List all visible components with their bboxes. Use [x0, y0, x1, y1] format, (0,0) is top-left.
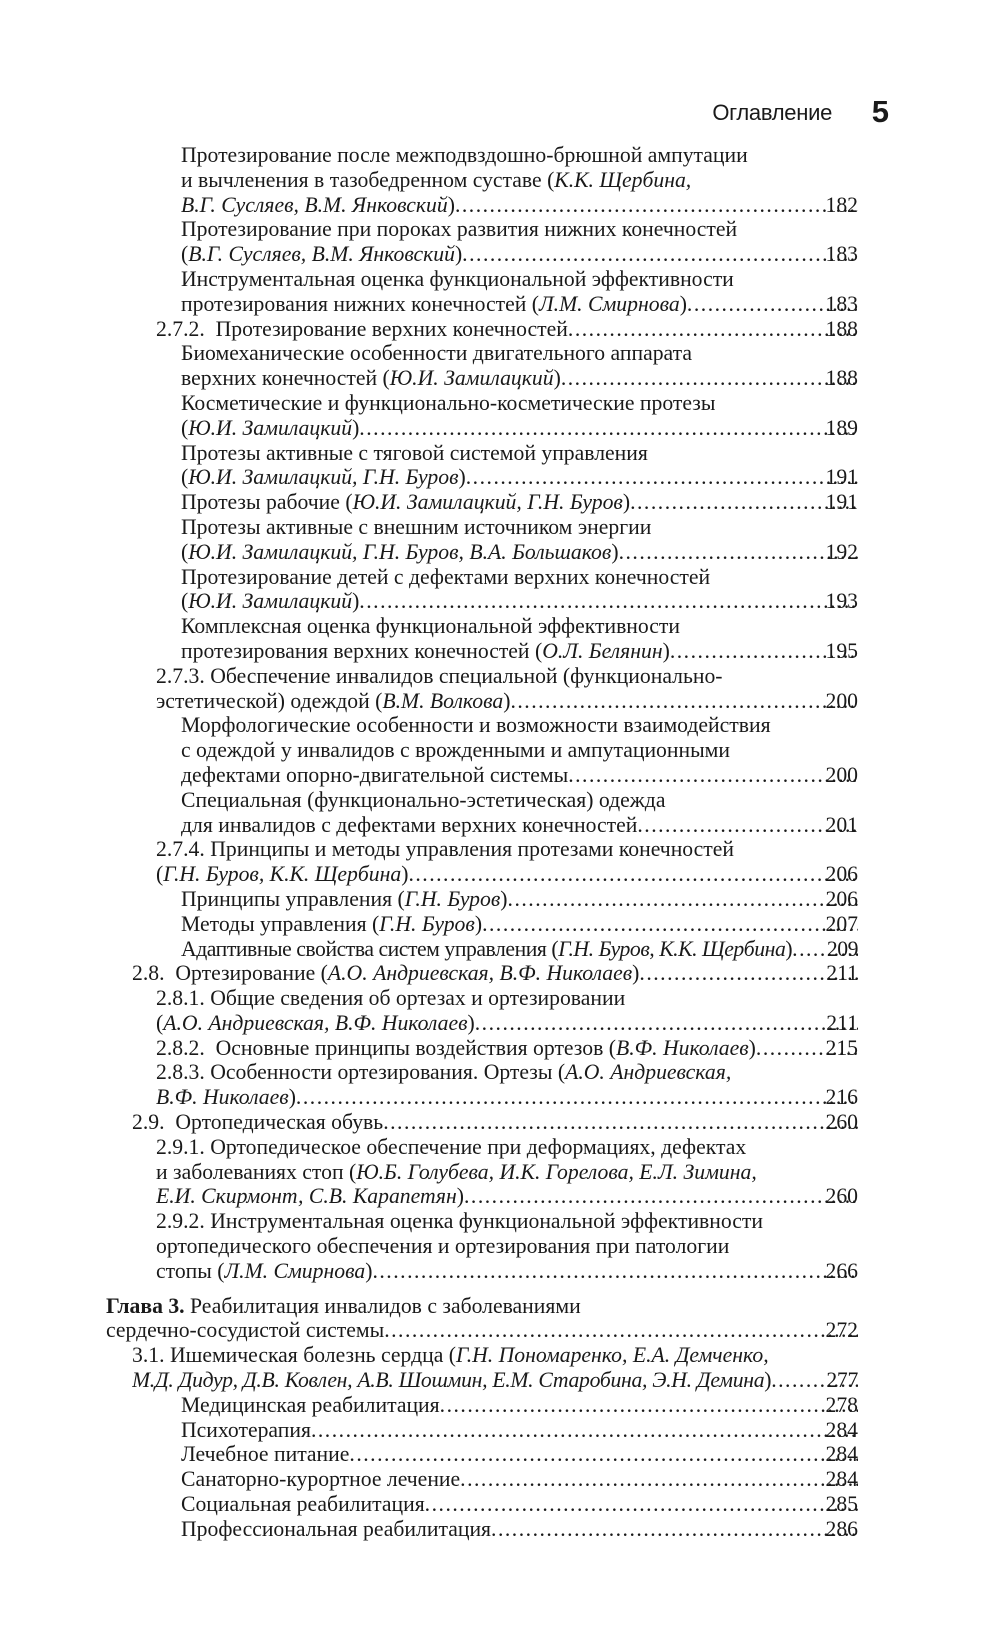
toc-entry: стопы (Л.М. Смирнова) ..... 266: [0, 1259, 1000, 1284]
toc-page: 183: [825, 242, 858, 267]
toc-entry: В.Ф. Николаев) ..... 216: [0, 1085, 1000, 1110]
table-of-contents: [0, 143, 1000, 1542]
toc-line: Биомеханические особенности двигательного аппарата: [181, 341, 692, 366]
toc-entry: Протезы рабочие (Ю.И. Замилацкий, Г.Н. Буров) ..... 191: [0, 490, 1000, 515]
toc-page: 285: [825, 1492, 858, 1517]
toc-line: ортопедического обеспечения и ортезирования при патологии: [156, 1234, 730, 1259]
toc-author: В.М. Волкова: [382, 688, 504, 713]
toc-author: Г.Н. Пономаренко, Е.А. Демченко,: [455, 1343, 769, 1368]
toc-page: 191: [825, 465, 858, 490]
toc-page: 189: [825, 415, 858, 440]
toc-page: 182: [825, 192, 858, 217]
toc-line: 2.8.1. Общие сведения об ортезах и ортезировании: [156, 986, 626, 1011]
toc-author: Л.М. Смирнова: [224, 1258, 366, 1283]
toc-author: К.К. Щербина,: [554, 167, 692, 192]
toc-entry: 2.9. Ортопедическая обувь ..... 260: [0, 1110, 1000, 1135]
toc-entry: Медицинская реабилитация ..... 278: [0, 1393, 1000, 1418]
toc-page: 266: [825, 1258, 858, 1283]
toc-page: 284: [825, 1467, 858, 1492]
toc-line: Протезы активные с внешним источником энергии: [181, 514, 652, 539]
toc-line: Инструментальная оценка функциональной эффективности: [181, 266, 734, 291]
toc-line: Протезы активные с тяговой системой управления: [181, 440, 648, 465]
toc-entry: протезирования нижних конечностей (Л.М. Смирнова) ..... 183: [0, 292, 1000, 317]
toc-entry: верхних конечностей (Ю.И. Замилацкий) ..... 188: [0, 366, 1000, 391]
toc-page: 183: [825, 291, 858, 316]
toc-author: В.Ф. Николаев: [615, 1035, 749, 1060]
toc-author: Г.Н. Буров, К.К. Щербина: [558, 936, 786, 961]
toc-page: 215: [825, 1035, 858, 1060]
toc-page: 200: [825, 688, 858, 713]
toc-page: 284: [825, 1442, 858, 1467]
toc-entry: Принципы управления (Г.Н. Буров) ..... 206: [0, 887, 1000, 912]
toc-line: Протезирование детей с дефектами верхних конечностей: [181, 564, 711, 589]
toc-line: 2.7.4. Принципы и методы управления протезами конечностей: [156, 837, 735, 862]
toc-page: 193: [825, 589, 858, 614]
toc-entry: (Ю.И. Замилацкий, Г.Н. Буров, В.А. Большаков) ..... 192: [0, 540, 1000, 565]
toc-entry: 2.8. Ортезирование (А.О. Андриевская, В.Ф. Николаев) ..... 211: [0, 961, 1000, 986]
toc-line: 2.7.3. Обеспечение инвалидов специальной (функционально-: [156, 663, 723, 688]
toc-author: А.О. Андриевская,: [565, 1060, 732, 1085]
toc-page: 200: [825, 762, 858, 787]
toc-author: Ю.И. Замилацкий, Г.Н. Буров: [188, 465, 459, 490]
toc-author: Ю.И. Замилацкий: [389, 366, 554, 391]
toc-page: 216: [825, 1085, 858, 1110]
toc-entry: (В.Г. Сусляев, В.М. Янковский) ..... 183: [0, 242, 1000, 267]
toc-entry: для инвалидов с дефектами верхних конечностей ..... 201: [0, 813, 1000, 838]
toc-entry: (Ю.И. Замилацкий) ..... 189: [0, 416, 1000, 441]
toc-author: Ю.И. Замилацкий: [188, 589, 353, 614]
toc-page: 278: [825, 1392, 858, 1417]
toc-author: Ю.И. Замилацкий: [188, 415, 353, 440]
toc-line: с одеждой у инвалидов с врожденными и ампутационными: [181, 738, 731, 763]
toc-line: Комплексная оценка функциональной эффективности: [181, 614, 681, 639]
toc-line: Специальная (функционально-эстетическая) одежда: [181, 787, 666, 812]
toc-line: и заболеваниях стоп (Ю.Б. Голубева, И.К. Горелова, Е.Л. Зимина,: [156, 1159, 757, 1184]
toc-author: Г.Н. Буров: [404, 886, 501, 911]
toc-page: 191: [825, 490, 858, 515]
toc-entry: протезирования верхних конечностей (О.Л. Белянин) ..... 195: [0, 639, 1000, 664]
toc-entry: Профессиональная реабилитация ..... 286: [0, 1517, 1000, 1542]
toc-page: 188: [825, 366, 858, 391]
toc-page: 284: [825, 1417, 858, 1442]
toc-entry: сердечно-сосудистой системы ..... 272: [0, 1318, 1000, 1343]
toc-line: Протезирование при пороках развития нижних конечностей: [181, 217, 738, 242]
toc-entry: М.Д. Дидур, Д.В. Ковлен, А.В. Шошмин, Е.М. Старобина, Э.Н. Демина) ..... 277: [0, 1368, 1000, 1393]
toc-author: Л.М. Смирнова: [538, 291, 680, 316]
toc-entry: Методы управления (Г.Н. Буров) ..... 207: [0, 912, 1000, 937]
toc-page: 209: [826, 936, 858, 961]
toc-author: О.Л. Белянин: [542, 638, 663, 663]
toc-page: 206: [825, 862, 858, 887]
toc-page: 211: [826, 1010, 858, 1035]
toc-author: Г.Н. Буров: [379, 911, 475, 936]
toc-line: Протезирование после межподвздошно-брюшной ампутации: [181, 143, 748, 167]
toc-page: 207: [825, 911, 858, 936]
spacer: [0, 1284, 1000, 1294]
toc-line: 2.8.3. Особенности ортезирования. Ортезы (А.О. Андриевская,: [156, 1060, 732, 1085]
toc-line: 2.9.1. Ортопедическое обеспечение при деформациях, дефектах: [156, 1134, 747, 1159]
toc-page: 260: [825, 1184, 858, 1209]
toc-author: Ю.И. Замилацкий, Г.Н. Буров: [352, 490, 623, 515]
chapter-heading: Глава 3. Реабилитация инвалидов с заболеваниями: [106, 1293, 581, 1318]
toc-author: М.Д. Дидур, Д.В. Ковлен, А.В. Шошмин, Е.М. Старобина, Э.Н. Демина: [132, 1368, 765, 1393]
toc-entry: (Ю.И. Замилацкий, Г.Н. Буров) ..... 191: [0, 465, 1000, 490]
toc-page: 211: [826, 961, 858, 986]
toc-author: В.Г. Сусляев, В.М. Янковский: [188, 242, 455, 267]
toc-page: 188: [825, 316, 858, 341]
toc-entry: 2.7.2. Протезирование верхних конечностей ..... 188: [0, 317, 1000, 342]
toc-entry: В.Г. Сусляев, В.М. Янковский) ..... 182: [0, 193, 1000, 218]
toc-author: В.Г. Сусляев, В.М. Янковский: [181, 192, 448, 217]
toc-author: Е.И. Скирмонт, С.В. Карапетян: [156, 1184, 457, 1209]
toc-entry: Социальная реабилитация ..... 285: [0, 1492, 1000, 1517]
running-title: Оглавление: [712, 100, 832, 125]
toc-author: А.О. Андриевская, В.Ф. Николаев: [327, 961, 633, 986]
toc-entry: (А.О. Андриевская, В.Ф. Николаев) ..... 211: [0, 1011, 1000, 1036]
toc-entry: Е.И. Скирмонт, С.В. Карапетян) ..... 260: [0, 1184, 1000, 1209]
toc-line: и вычленения в тазобедренном суставе (К.К. Щербина,: [181, 167, 692, 192]
toc-entry: 2.8.2. Основные принципы воздействия ортезов (В.Ф. Николаев) ..... 215: [0, 1036, 1000, 1061]
toc-entry: Адаптивные свойства систем управления (Г.Н. Буров, К.К. Щербина) ..... 209: [0, 937, 1000, 962]
toc-page: 286: [825, 1516, 858, 1541]
toc-line: Косметические и функционально-косметические протезы: [181, 390, 716, 415]
toc-entry: Санаторно-курортное лечение ..... 284: [0, 1467, 1000, 1492]
toc-entry: Психотерапия ..... 284: [0, 1418, 1000, 1443]
toc-author: В.Ф. Николаев: [156, 1085, 289, 1110]
toc-line: 3.1. Ишемическая болезнь сердца (Г.Н. Пономаренко, Е.А. Демченко,: [132, 1343, 769, 1368]
toc-page: 206: [825, 886, 858, 911]
toc-entry: эстетической) одеждой (В.М. Волкова) ..... 200: [0, 689, 1000, 714]
toc-entry: (Г.Н. Буров, К.К. Щербина) ..... 206: [0, 862, 1000, 887]
toc-author: Ю.Б. Голубева, И.К. Горелова, Е.Л. Зимина,: [356, 1159, 757, 1184]
toc-line: 2.9.2. Инструментальная оценка функциональной эффективности: [156, 1209, 763, 1234]
toc-page: 260: [825, 1110, 858, 1135]
toc-page: 201: [825, 812, 858, 837]
toc-page: 277: [826, 1368, 858, 1393]
toc-author: А.О. Андриевская, В.Ф. Николаев: [163, 1010, 468, 1035]
toc-page: 195: [825, 638, 858, 663]
running-header: [0, 96, 1000, 136]
page-number: 5: [871, 94, 889, 129]
toc-page: 192: [825, 539, 858, 564]
toc-author: Г.Н. Буров, К.К. Щербина: [163, 862, 402, 887]
toc-entry: дефектами опорно-двигательной системы ..... 200: [0, 763, 1000, 788]
toc-page: 272: [825, 1318, 858, 1343]
toc-author: Ю.И. Замилацкий, Г.Н. Буров, В.А. Большаков: [188, 539, 612, 564]
toc-entry: Лечебное питание ..... 284: [0, 1442, 1000, 1467]
toc-entry: (Ю.И. Замилацкий) ..... 193: [0, 589, 1000, 614]
toc-line: Морфологические особенности и возможности взаимодействия: [181, 713, 771, 738]
